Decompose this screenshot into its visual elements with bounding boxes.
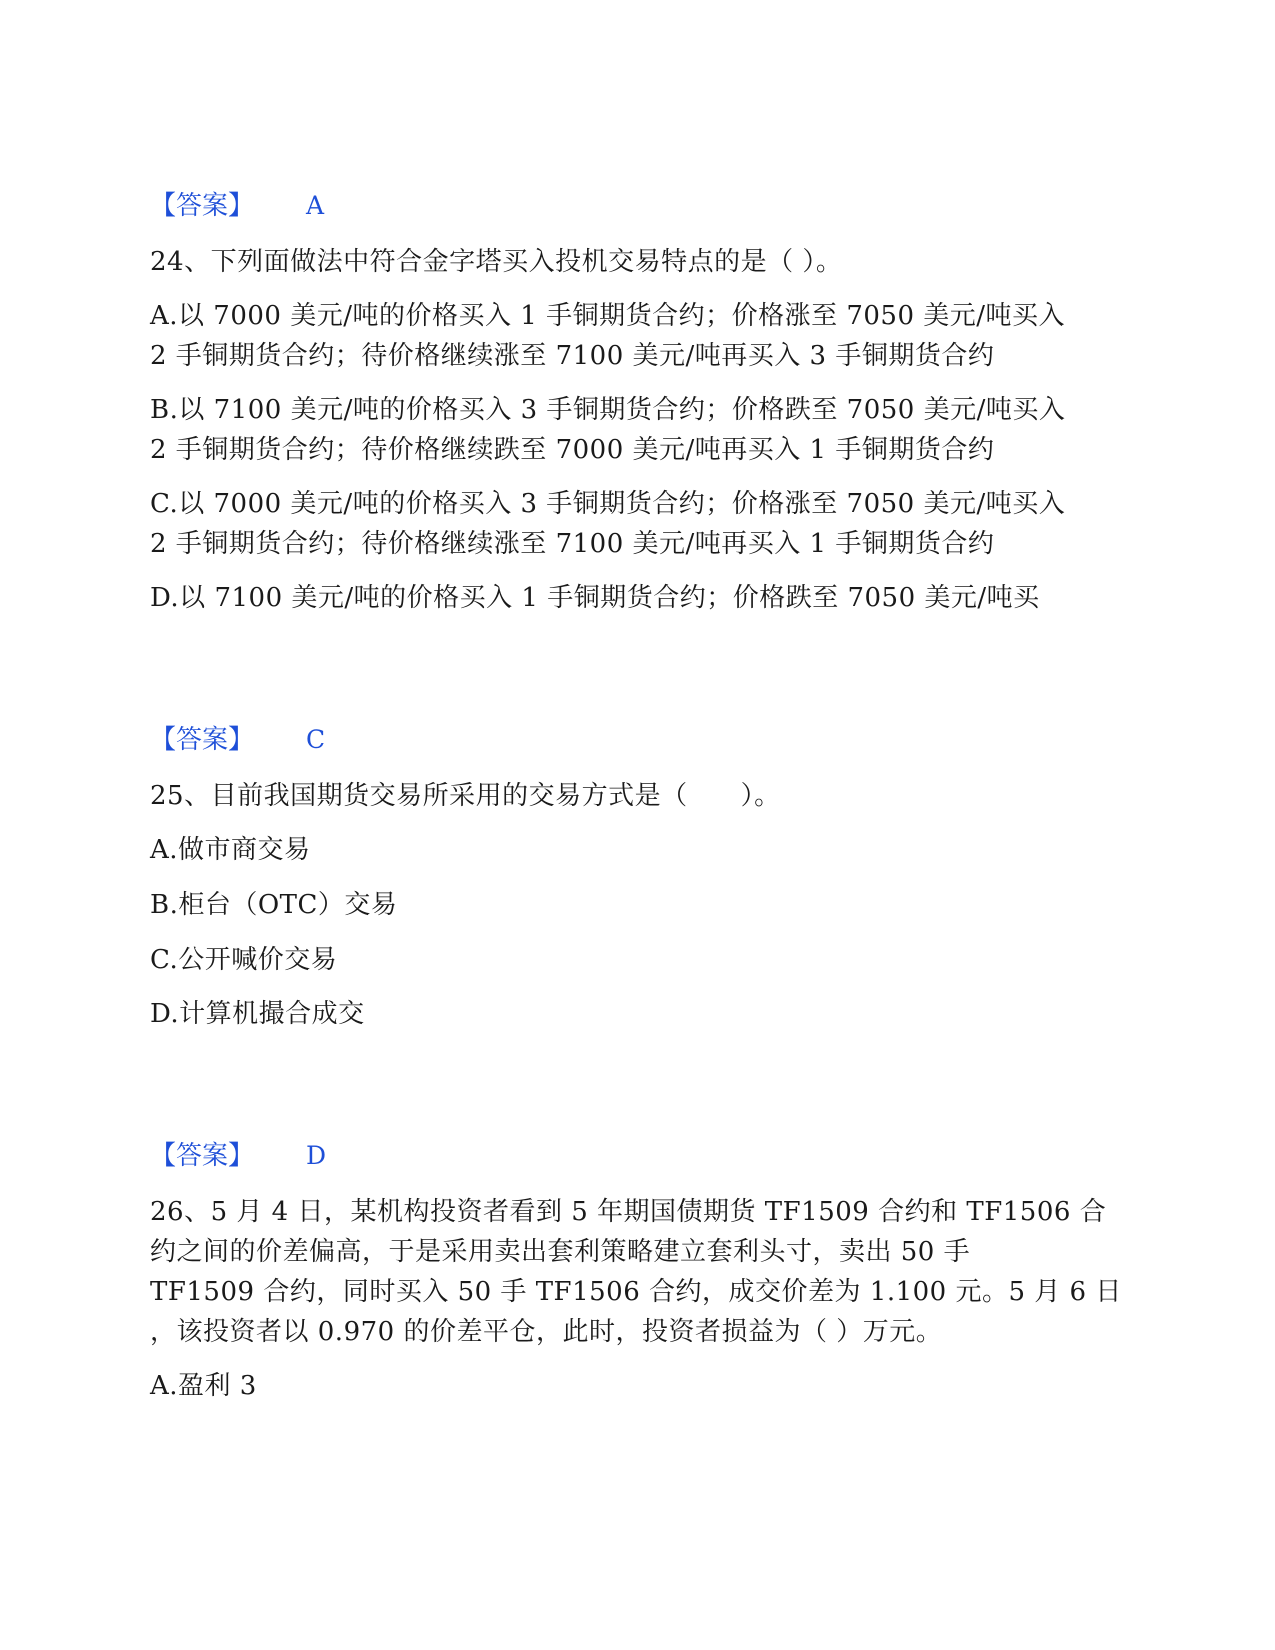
question-24-option-d-line-1: D.以 7100 美元/吨的价格买入 1 手铜期货合约；价格跌至 7050 美元/吨买 bbox=[150, 583, 1040, 613]
answer-line bbox=[150, 186, 324, 226]
answer-label: 【答案】 bbox=[150, 1141, 255, 1171]
question-24-option-c-line-1: C.以 7000 美元/吨的价格买入 3 手铜期货合约；价格涨至 7050 美元/吨买入 bbox=[150, 489, 1066, 519]
question-25: 25、目前我国期货交易所采用的交易方式是（ ）。 bbox=[150, 781, 781, 811]
question-24-option-a-line-1: A.以 7000 美元/吨的价格买入 1 手铜期货合约；价格涨至 7050 美元/吨买入 bbox=[150, 301, 1066, 331]
question-24-option-a-line-2: 2 手铜期货合约；待价格继续涨至 7100 美元/吨再买入 3 手铜期货合约 bbox=[150, 341, 995, 371]
question-24-option-b-line-1: B.以 7100 美元/吨的价格买入 3 手铜期货合约；价格跌至 7050 美元/吨买入 bbox=[150, 395, 1066, 425]
question-26-option-a: A.盈利 3 bbox=[150, 1371, 257, 1401]
question-24-option-c-line-2: 2 手铜期货合约；待价格继续涨至 7100 美元/吨再买入 1 手铜期货合约 bbox=[150, 529, 995, 559]
question-24: 24、下列面做法中符合金字塔买入投机交易特点的是（ ）。 bbox=[150, 247, 843, 277]
answer-value: A bbox=[306, 191, 325, 220]
question-26-line-1: 26、5 月 4 日，某机构投资者看到 5 年期国债期货 TF1509 合约和 TF1506 合 bbox=[150, 1197, 1107, 1227]
question-25-option-d: D.计算机撮合成交 bbox=[150, 999, 365, 1029]
question-26-line-3: TF1509 合约，同时买入 50 手 TF1506 合约，成交价差为 1.100 元。5 月 6 日 bbox=[150, 1277, 1122, 1307]
answer-line bbox=[150, 1136, 326, 1176]
question-26-line-2: 约之间的价差偏高，于是采用卖出套利策略建立套利头寸，卖出 50 手 bbox=[150, 1237, 971, 1267]
question-26-line-4: ，该投资者以 0.970 的价差平仓，此时，投资者损益为（ ）万元。 bbox=[150, 1317, 943, 1347]
question-25-option-a: A.做市商交易 bbox=[150, 835, 311, 865]
answer-line bbox=[150, 720, 325, 760]
answer-value: C bbox=[306, 725, 326, 754]
answer-value: D bbox=[306, 1141, 327, 1170]
question-24-option-b-line-2: 2 手铜期货合约；待价格继续跌至 7000 美元/吨再买入 1 手铜期货合约 bbox=[150, 435, 995, 465]
answer-label: 【答案】 bbox=[150, 191, 255, 221]
question-25-option-b: B.柜台（OTC）交易 bbox=[150, 890, 398, 920]
answer-label: 【答案】 bbox=[150, 725, 255, 755]
question-25-option-c: C.公开喊价交易 bbox=[150, 945, 338, 975]
